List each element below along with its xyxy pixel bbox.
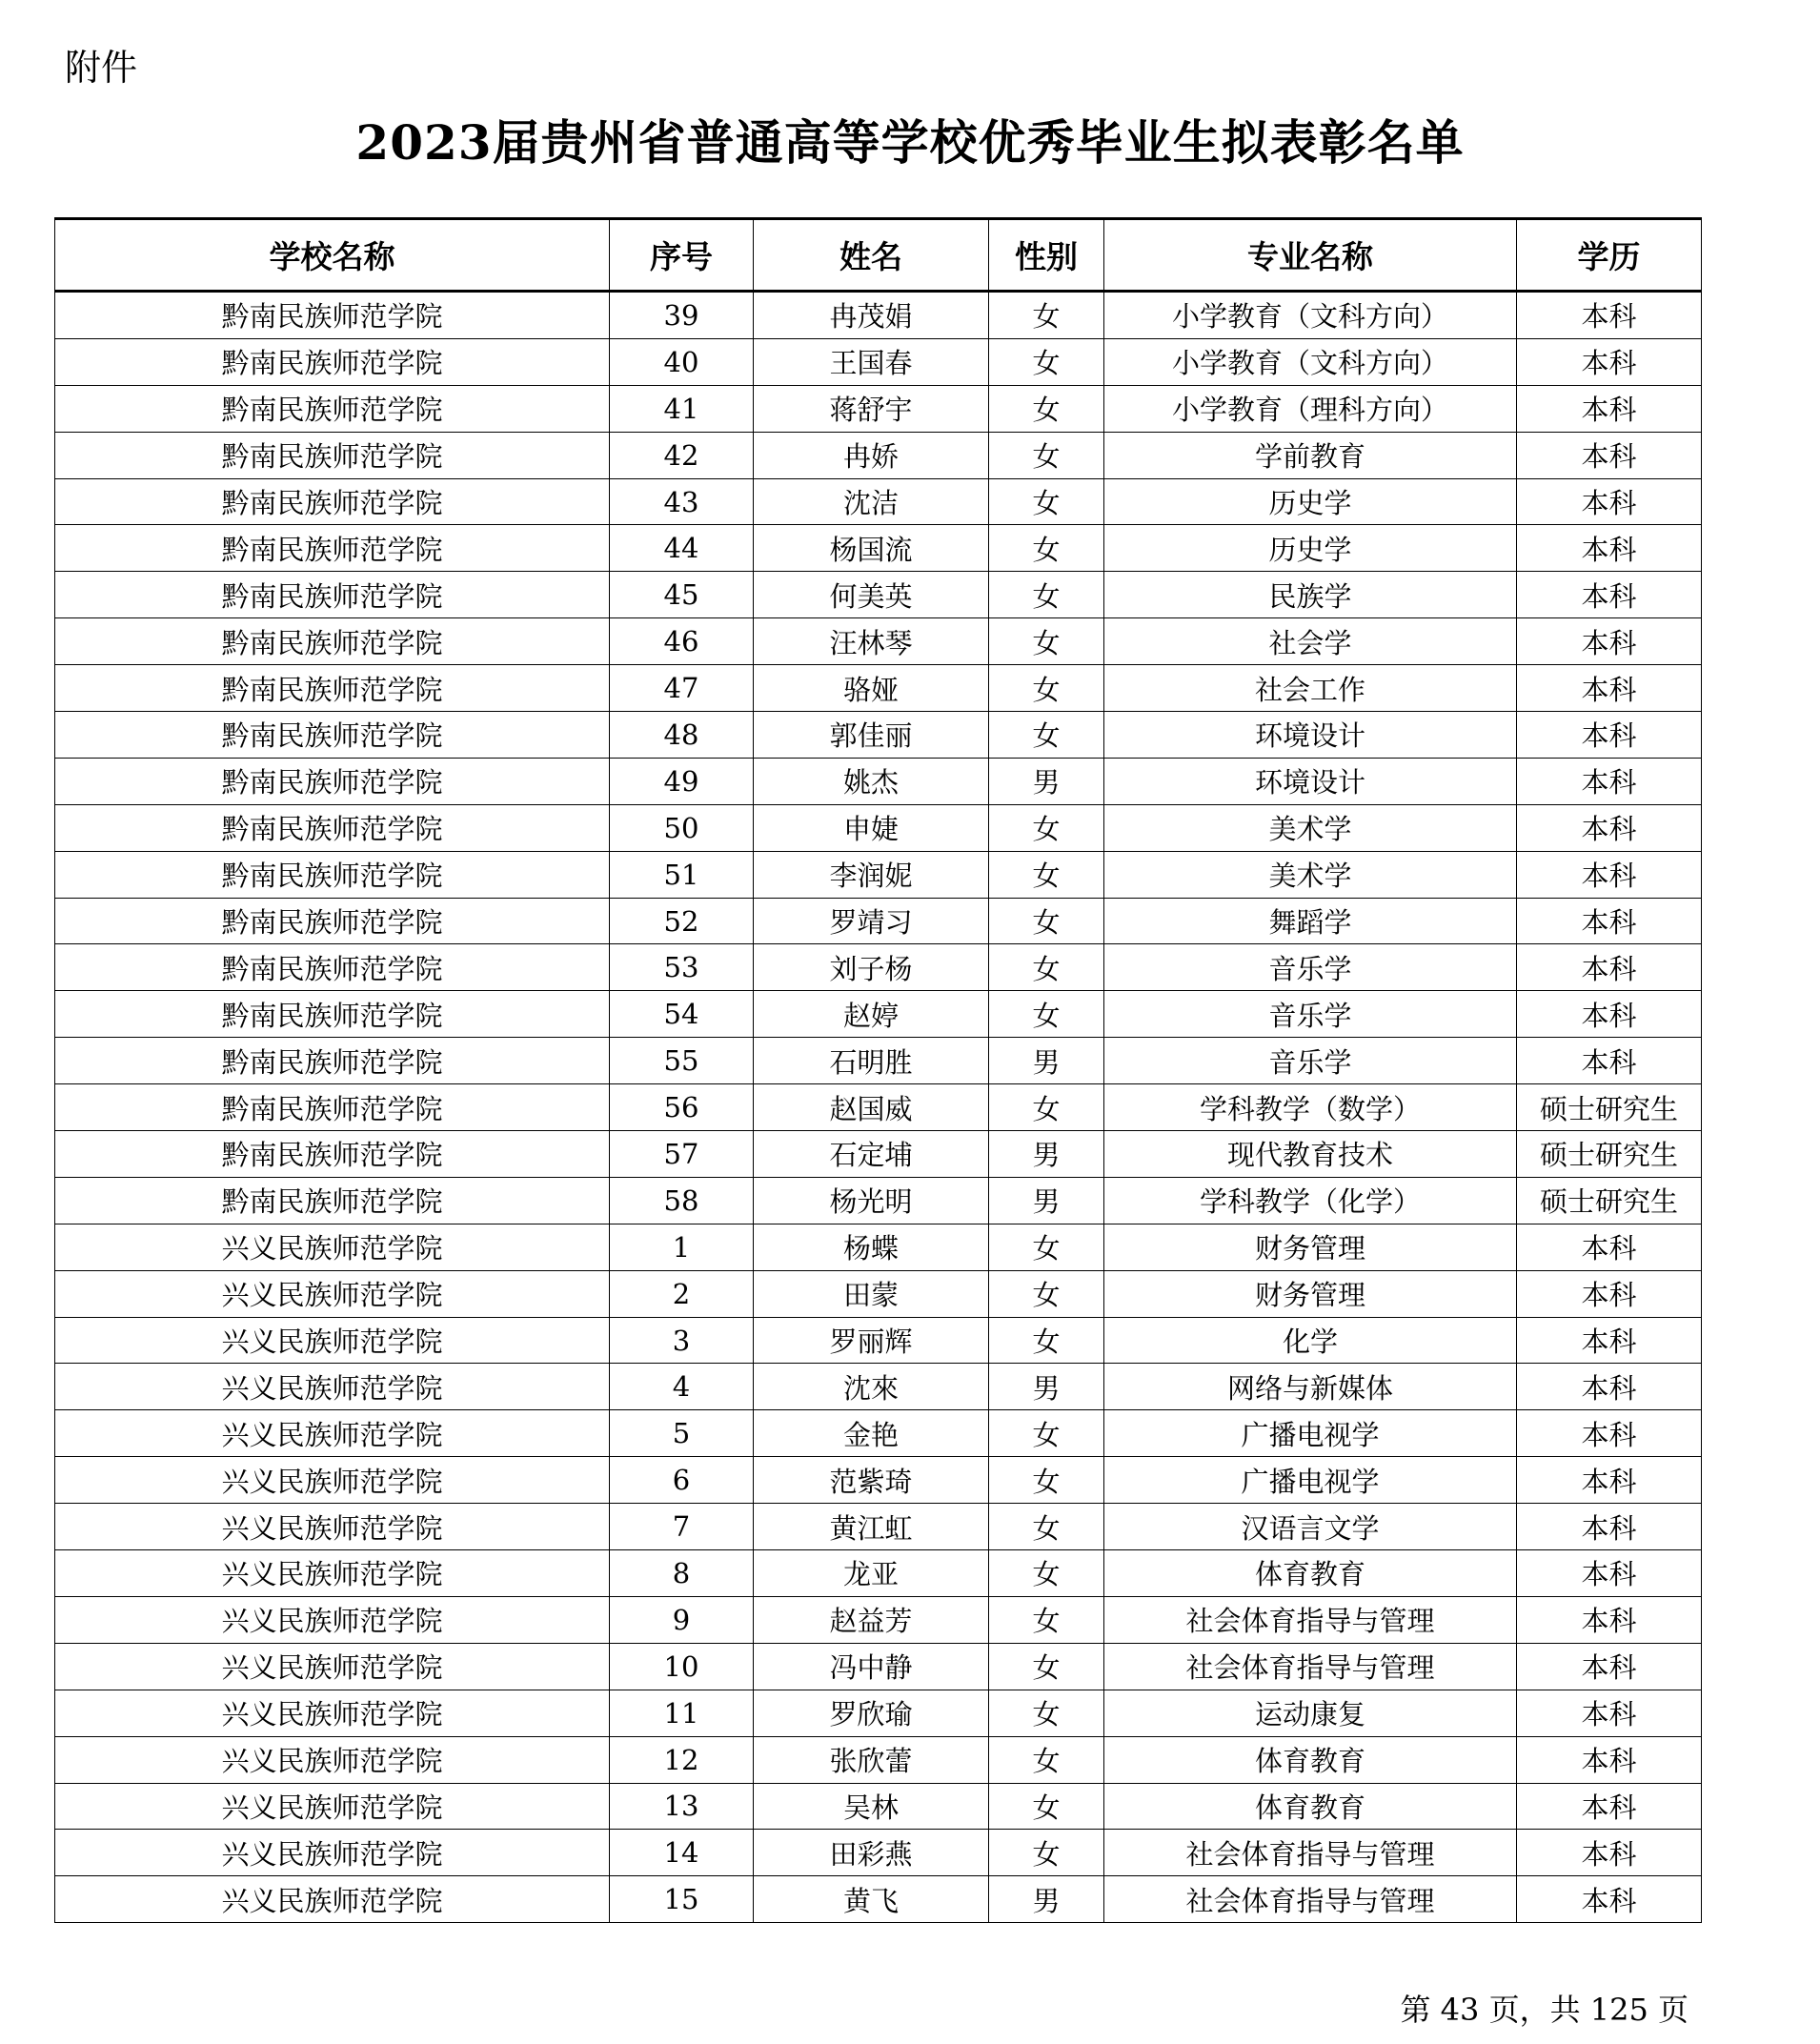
name-cell: 何美英	[754, 572, 989, 618]
gender-cell: 女	[989, 1690, 1104, 1736]
gender-cell: 女	[989, 1224, 1104, 1270]
name-cell: 罗欣瑜	[754, 1690, 989, 1736]
name-cell: 黄飞	[754, 1876, 989, 1923]
name-cell: 金艳	[754, 1410, 989, 1457]
name-cell: 石明胜	[754, 1038, 989, 1084]
major-cell: 汉语言文学	[1104, 1504, 1517, 1550]
major-cell: 美术学	[1104, 804, 1517, 851]
gender-cell: 女	[989, 804, 1104, 851]
name-cell: 罗丽辉	[754, 1317, 989, 1364]
gender-cell: 女	[989, 432, 1104, 478]
school-cell: 兴义民族师范学院	[55, 1317, 610, 1364]
degree-cell: 本科	[1517, 1876, 1702, 1923]
degree-cell: 本科	[1517, 1690, 1702, 1736]
table-row	[55, 1038, 1702, 1084]
table-header	[55, 219, 1702, 292]
degree-cell: 本科	[1517, 1550, 1702, 1597]
name-cell: 张欣蕾	[754, 1736, 989, 1783]
table-row	[55, 618, 1702, 665]
major-cell: 社会工作	[1104, 665, 1517, 712]
table-row	[55, 1364, 1702, 1410]
gender-cell: 女	[989, 944, 1104, 991]
honor-list-table-container	[54, 217, 1701, 1923]
gender-cell: 男	[989, 1177, 1104, 1224]
name-cell: 李润妮	[754, 851, 989, 898]
number-cell: 6	[610, 1457, 754, 1504]
major-cell: 广播电视学	[1104, 1457, 1517, 1504]
major-cell: 体育教育	[1104, 1550, 1517, 1597]
gender-cell: 女	[989, 525, 1104, 572]
number-cell: 52	[610, 898, 754, 944]
number-cell: 46	[610, 618, 754, 665]
table-row	[55, 1177, 1702, 1224]
number-cell: 51	[610, 851, 754, 898]
table-row	[55, 944, 1702, 991]
school-cell: 黔南民族师范学院	[55, 572, 610, 618]
name-cell: 蒋舒宇	[754, 385, 989, 432]
number-cell: 9	[610, 1596, 754, 1643]
name-cell: 王国春	[754, 338, 989, 385]
number-cell: 49	[610, 758, 754, 804]
number-cell: 5	[610, 1410, 754, 1457]
gender-cell: 男	[989, 758, 1104, 804]
name-cell: 黄江虹	[754, 1504, 989, 1550]
number-cell: 8	[610, 1550, 754, 1597]
degree-cell: 本科	[1517, 1783, 1702, 1830]
school-cell: 兴义民族师范学院	[55, 1410, 610, 1457]
name-cell: 沈洁	[754, 478, 989, 525]
number-cell: 43	[610, 478, 754, 525]
degree-cell: 本科	[1517, 572, 1702, 618]
number-cell: 44	[610, 525, 754, 572]
name-cell: 罗靖习	[754, 898, 989, 944]
table-row	[55, 712, 1702, 759]
major-cell: 学科教学（数学）	[1104, 1084, 1517, 1131]
table-row	[55, 1317, 1702, 1364]
gender-cell: 女	[989, 1596, 1104, 1643]
degree-cell: 本科	[1517, 1457, 1702, 1504]
degree-cell: 硕士研究生	[1517, 1131, 1702, 1178]
degree-cell: 本科	[1517, 292, 1702, 339]
degree-cell: 本科	[1517, 665, 1702, 712]
school-cell: 兴义民族师范学院	[55, 1690, 610, 1736]
name-cell: 范紫琦	[754, 1457, 989, 1504]
school-cell: 黔南民族师范学院	[55, 665, 610, 712]
school-cell: 黔南民族师范学院	[55, 1177, 610, 1224]
table-header-row	[55, 219, 1702, 292]
school-cell: 兴义民族师范学院	[55, 1830, 610, 1876]
school-cell: 黔南民族师范学院	[55, 1084, 610, 1131]
table-row	[55, 1504, 1702, 1550]
table-row	[55, 758, 1702, 804]
gender-cell: 女	[989, 1410, 1104, 1457]
school-cell: 黔南民族师范学院	[55, 944, 610, 991]
column-header-major: 专业名称	[1104, 219, 1517, 292]
table-row	[55, 1457, 1702, 1504]
number-cell: 39	[610, 292, 754, 339]
name-cell: 杨国流	[754, 525, 989, 572]
major-cell: 历史学	[1104, 525, 1517, 572]
school-cell: 兴义民族师范学院	[55, 1596, 610, 1643]
number-cell: 42	[610, 432, 754, 478]
gender-cell: 男	[989, 1038, 1104, 1084]
number-cell: 53	[610, 944, 754, 991]
major-cell: 体育教育	[1104, 1783, 1517, 1830]
honor-list-table	[54, 217, 1702, 1923]
gender-cell: 女	[989, 712, 1104, 759]
gender-cell: 女	[989, 338, 1104, 385]
school-cell: 黔南民族师范学院	[55, 618, 610, 665]
attachment-label: 附件	[65, 47, 138, 89]
major-cell: 环境设计	[1104, 758, 1517, 804]
number-cell: 4	[610, 1364, 754, 1410]
table-body	[55, 292, 1702, 1923]
major-cell: 音乐学	[1104, 944, 1517, 991]
name-cell: 骆娅	[754, 665, 989, 712]
name-cell: 杨蝶	[754, 1224, 989, 1270]
major-cell: 小学教育（文科方向）	[1104, 338, 1517, 385]
table-row	[55, 991, 1702, 1038]
name-cell: 冉茂娟	[754, 292, 989, 339]
school-cell: 兴义民族师范学院	[55, 1457, 610, 1504]
school-cell: 黔南民族师范学院	[55, 385, 610, 432]
table-row	[55, 572, 1702, 618]
table-row	[55, 338, 1702, 385]
school-cell: 黔南民族师范学院	[55, 432, 610, 478]
major-cell: 广播电视学	[1104, 1410, 1517, 1457]
gender-cell: 女	[989, 1504, 1104, 1550]
school-cell: 黔南民族师范学院	[55, 851, 610, 898]
table-row	[55, 665, 1702, 712]
gender-cell: 女	[989, 1783, 1104, 1830]
gender-cell: 女	[989, 1830, 1104, 1876]
major-cell: 社会学	[1104, 618, 1517, 665]
table-row	[55, 851, 1702, 898]
gender-cell: 男	[989, 1364, 1104, 1410]
gender-cell: 女	[989, 1084, 1104, 1131]
name-cell: 郭佳丽	[754, 712, 989, 759]
number-cell: 55	[610, 1038, 754, 1084]
major-cell: 运动康复	[1104, 1690, 1517, 1736]
school-cell: 兴义民族师范学院	[55, 1504, 610, 1550]
number-cell: 2	[610, 1270, 754, 1317]
column-header-number: 序号	[610, 219, 754, 292]
name-cell: 冯中静	[754, 1643, 989, 1690]
degree-cell: 本科	[1517, 1830, 1702, 1876]
table-row	[55, 1783, 1702, 1830]
major-cell: 社会体育指导与管理	[1104, 1830, 1517, 1876]
gender-cell: 女	[989, 665, 1104, 712]
gender-cell: 女	[989, 898, 1104, 944]
gender-cell: 女	[989, 478, 1104, 525]
degree-cell: 本科	[1517, 1270, 1702, 1317]
number-cell: 48	[610, 712, 754, 759]
name-cell: 沈來	[754, 1364, 989, 1410]
table-row	[55, 1131, 1702, 1178]
gender-cell: 女	[989, 1643, 1104, 1690]
table-row	[55, 1084, 1702, 1131]
table-row	[55, 1596, 1702, 1643]
name-cell: 刘子杨	[754, 944, 989, 991]
school-cell: 黔南民族师范学院	[55, 991, 610, 1038]
major-cell: 音乐学	[1104, 1038, 1517, 1084]
number-cell: 41	[610, 385, 754, 432]
name-cell: 田蒙	[754, 1270, 989, 1317]
degree-cell: 本科	[1517, 1038, 1702, 1084]
degree-cell: 本科	[1517, 851, 1702, 898]
school-cell: 黔南民族师范学院	[55, 1131, 610, 1178]
major-cell: 学科教学（化学）	[1104, 1177, 1517, 1224]
school-cell: 黔南民族师范学院	[55, 292, 610, 339]
number-cell: 47	[610, 665, 754, 712]
gender-cell: 女	[989, 1317, 1104, 1364]
degree-cell: 本科	[1517, 1410, 1702, 1457]
school-cell: 黔南民族师范学院	[55, 898, 610, 944]
major-cell: 社会体育指导与管理	[1104, 1643, 1517, 1690]
gender-cell: 女	[989, 1550, 1104, 1597]
table-row	[55, 1550, 1702, 1597]
name-cell: 申婕	[754, 804, 989, 851]
number-cell: 7	[610, 1504, 754, 1550]
name-cell: 汪林琴	[754, 618, 989, 665]
degree-cell: 本科	[1517, 898, 1702, 944]
table-row	[55, 478, 1702, 525]
page-title: 2023届贵州省普通高等学校优秀毕业生拟表彰名单	[355, 114, 1465, 171]
major-cell: 美术学	[1104, 851, 1517, 898]
column-header-gender: 性别	[989, 219, 1104, 292]
table-row	[55, 1270, 1702, 1317]
major-cell: 网络与新媒体	[1104, 1364, 1517, 1410]
major-cell: 社会体育指导与管理	[1104, 1876, 1517, 1923]
column-header-school: 学校名称	[55, 219, 610, 292]
name-cell: 姚杰	[754, 758, 989, 804]
number-cell: 11	[610, 1690, 754, 1736]
degree-cell: 本科	[1517, 944, 1702, 991]
school-cell: 黔南民族师范学院	[55, 525, 610, 572]
column-header-name: 姓名	[754, 219, 989, 292]
number-cell: 13	[610, 1783, 754, 1830]
school-cell: 兴义民族师范学院	[55, 1550, 610, 1597]
table-row	[55, 1876, 1702, 1923]
name-cell: 石定埔	[754, 1131, 989, 1178]
degree-cell: 本科	[1517, 1224, 1702, 1270]
table-row	[55, 292, 1702, 339]
number-cell: 40	[610, 338, 754, 385]
degree-cell: 本科	[1517, 338, 1702, 385]
gender-cell: 女	[989, 851, 1104, 898]
table-row	[55, 804, 1702, 851]
major-cell: 小学教育（理科方向）	[1104, 385, 1517, 432]
name-cell: 田彩燕	[754, 1830, 989, 1876]
major-cell: 财务管理	[1104, 1224, 1517, 1270]
number-cell: 57	[610, 1131, 754, 1178]
column-header-degree: 学历	[1517, 219, 1702, 292]
name-cell: 吴林	[754, 1783, 989, 1830]
degree-cell: 本科	[1517, 1736, 1702, 1783]
number-cell: 15	[610, 1876, 754, 1923]
school-cell: 黔南民族师范学院	[55, 804, 610, 851]
degree-cell: 本科	[1517, 1504, 1702, 1550]
major-cell: 小学教育（文科方向）	[1104, 292, 1517, 339]
degree-cell: 本科	[1517, 618, 1702, 665]
number-cell: 58	[610, 1177, 754, 1224]
gender-cell: 女	[989, 385, 1104, 432]
major-cell: 历史学	[1104, 478, 1517, 525]
name-cell: 杨光明	[754, 1177, 989, 1224]
major-cell: 社会体育指导与管理	[1104, 1596, 1517, 1643]
degree-cell: 本科	[1517, 991, 1702, 1038]
school-cell: 黔南民族师范学院	[55, 338, 610, 385]
degree-cell: 本科	[1517, 432, 1702, 478]
table-row	[55, 1736, 1702, 1783]
degree-cell: 本科	[1517, 804, 1702, 851]
gender-cell: 女	[989, 1270, 1104, 1317]
degree-cell: 本科	[1517, 1643, 1702, 1690]
major-cell: 体育教育	[1104, 1736, 1517, 1783]
major-cell: 财务管理	[1104, 1270, 1517, 1317]
name-cell: 赵婷	[754, 991, 989, 1038]
gender-cell: 女	[989, 292, 1104, 339]
table-row	[55, 1690, 1702, 1736]
major-cell: 音乐学	[1104, 991, 1517, 1038]
gender-cell: 男	[989, 1131, 1104, 1178]
school-cell: 兴义民族师范学院	[55, 1270, 610, 1317]
table-row	[55, 1643, 1702, 1690]
degree-cell: 本科	[1517, 1364, 1702, 1410]
table-row	[55, 1410, 1702, 1457]
gender-cell: 女	[989, 1457, 1104, 1504]
name-cell: 冉娇	[754, 432, 989, 478]
number-cell: 45	[610, 572, 754, 618]
number-cell: 10	[610, 1643, 754, 1690]
degree-cell: 本科	[1517, 385, 1702, 432]
degree-cell: 本科	[1517, 1317, 1702, 1364]
degree-cell: 本科	[1517, 1596, 1702, 1643]
school-cell: 黔南民族师范学院	[55, 478, 610, 525]
degree-cell: 本科	[1517, 712, 1702, 759]
gender-cell: 女	[989, 991, 1104, 1038]
gender-cell: 男	[989, 1876, 1104, 1923]
number-cell: 3	[610, 1317, 754, 1364]
major-cell: 化学	[1104, 1317, 1517, 1364]
table-row	[55, 525, 1702, 572]
gender-cell: 女	[989, 1736, 1104, 1783]
degree-cell: 硕士研究生	[1517, 1177, 1702, 1224]
school-cell: 兴义民族师范学院	[55, 1224, 610, 1270]
school-cell: 兴义民族师范学院	[55, 1364, 610, 1410]
major-cell: 学前教育	[1104, 432, 1517, 478]
table-row	[55, 898, 1702, 944]
name-cell: 赵国威	[754, 1084, 989, 1131]
number-cell: 1	[610, 1224, 754, 1270]
degree-cell: 本科	[1517, 525, 1702, 572]
name-cell: 赵益芳	[754, 1596, 989, 1643]
school-cell: 黔南民族师范学院	[55, 758, 610, 804]
number-cell: 50	[610, 804, 754, 851]
table-row	[55, 1830, 1702, 1876]
gender-cell: 女	[989, 618, 1104, 665]
table-row	[55, 432, 1702, 478]
name-cell: 龙亚	[754, 1550, 989, 1597]
table-row	[55, 1224, 1702, 1270]
page-number: 第 43 页，共 125 页	[1400, 1992, 1689, 2028]
major-cell: 民族学	[1104, 572, 1517, 618]
school-cell: 兴义民族师范学院	[55, 1783, 610, 1830]
major-cell: 现代教育技术	[1104, 1131, 1517, 1178]
gender-cell: 女	[989, 572, 1104, 618]
table-row	[55, 385, 1702, 432]
number-cell: 14	[610, 1830, 754, 1876]
number-cell: 12	[610, 1736, 754, 1783]
number-cell: 54	[610, 991, 754, 1038]
degree-cell: 本科	[1517, 758, 1702, 804]
school-cell: 兴义民族师范学院	[55, 1736, 610, 1783]
major-cell: 舞蹈学	[1104, 898, 1517, 944]
school-cell: 兴义民族师范学院	[55, 1643, 610, 1690]
degree-cell: 硕士研究生	[1517, 1084, 1702, 1131]
degree-cell: 本科	[1517, 478, 1702, 525]
number-cell: 56	[610, 1084, 754, 1131]
school-cell: 兴义民族师范学院	[55, 1876, 610, 1923]
school-cell: 黔南民族师范学院	[55, 1038, 610, 1084]
school-cell: 黔南民族师范学院	[55, 712, 610, 759]
major-cell: 环境设计	[1104, 712, 1517, 759]
